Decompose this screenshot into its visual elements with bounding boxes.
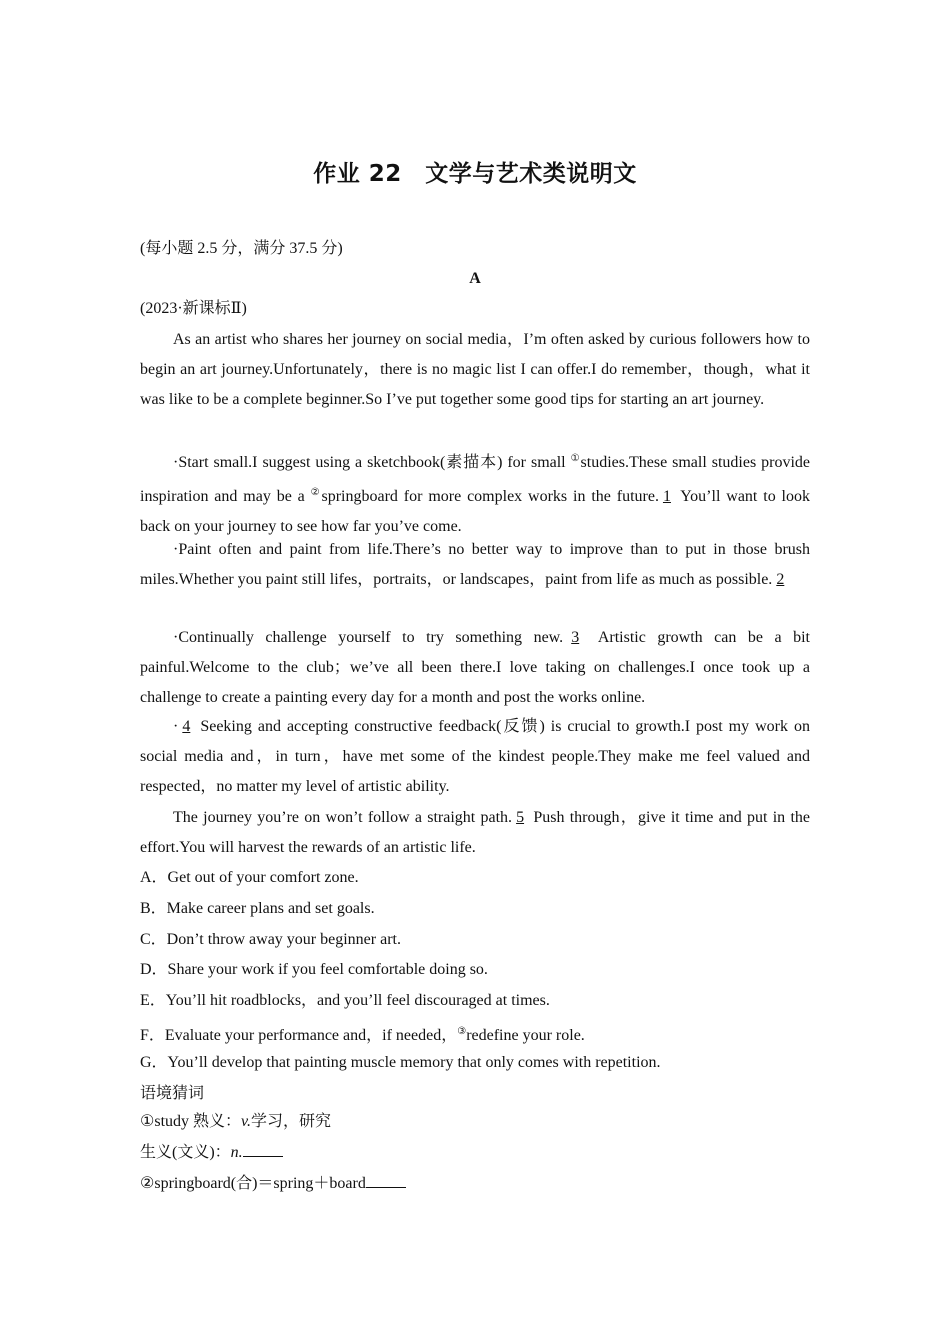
vocab-heading: 语境猜词 <box>140 1083 205 1102</box>
blank-4[interactable]: 4 <box>182 718 191 735</box>
annotation-mark-1: ① <box>570 453 581 464</box>
vocab-line-3: ②springboard(合)＝spring＋board <box>140 1173 810 1195</box>
blank-2[interactable]: 2 <box>776 571 785 588</box>
blank-5[interactable]: 5 <box>516 809 525 826</box>
option-c: C．Don’t throw away your beginner art. <box>140 931 401 948</box>
section-label: A <box>469 270 481 287</box>
blank-3[interactable]: 3 <box>571 629 580 646</box>
passage-paragraph-4: ·Continually challenge yourself to try something new. 3 Artistic growth can be a bit painful.Welcome to the club；we’ve all been there.I love taking on challenges.I once took up a challenge to create a painting every day for a month and post the works online. <box>140 629 811 706</box>
annotation-mark-3: ③ <box>457 1026 467 1037</box>
option-a: A．Get out of your comfort zone. <box>140 869 359 886</box>
passage-paragraph-3: ·Paint often and paint from life.There’s no better way to improve than to put in those brush miles.Whether you paint still lifes，portraits，or landscapes，paint from life as much as possible. 2 <box>140 541 810 588</box>
option-g: G．You’ll develop that painting muscle memory that only comes with repetition. <box>140 1054 661 1071</box>
blank-1[interactable]: 1 <box>662 488 671 505</box>
option-f: F．Evaluate your performance and，if needed，③redefine your role. <box>140 1026 585 1044</box>
page-title: 作业 22 文学与艺术类说明文 <box>313 161 637 187</box>
passage-paragraph-2: ·Start small.I suggest using a sketchbook(素描本) for small ①studies.These small studies provide inspiration and may be a ②springboard for more complex works in the future. 1 You’ll want to look back on your journey to see how far you’ve come. <box>140 453 811 535</box>
option-b: B．Make career plans and set goals. <box>140 900 375 917</box>
vocab-line-2: 生义(文义)：n. <box>140 1142 810 1164</box>
fill-blank-1[interactable] <box>243 1142 283 1157</box>
option-d: D．Share your work if you feel comfortable doing so. <box>140 961 488 978</box>
passage-paragraph-6: The journey you’re on won’t follow a straight path. 5 Push through，give it time and put in the effort.You will harvest the rewards of an artistic life. <box>140 809 810 856</box>
score-note: (每小题 2.5 分，满分 37.5 分) <box>140 240 343 257</box>
annotation-mark-2: ② <box>310 487 322 498</box>
vocab-line-1: ①study 熟义：v.学习，研究 <box>140 1113 331 1130</box>
source-note: (2023·新课标Ⅱ) <box>140 300 247 317</box>
option-e: E．You’ll hit roadblocks，and you’ll feel discouraged at times. <box>140 992 550 1009</box>
fill-blank-2[interactable] <box>366 1173 406 1188</box>
passage-paragraph-1: As an artist who shares her journey on social media，I’m often asked by curious followers how to begin an art journey.Unfortunately，there is no magic list I can offer.I do remember，though，what it was like to be a complete beginner.So I’ve put together some good tips for starting an art journey. <box>140 331 810 408</box>
passage-paragraph-5: · 4 Seeking and accepting constructive feedback(反馈) is crucial to growth.I post my work on social media and，in turn，have met some of the kindest people.They make me feel valued and respected，no matter my level of artistic ability. <box>140 718 810 795</box>
